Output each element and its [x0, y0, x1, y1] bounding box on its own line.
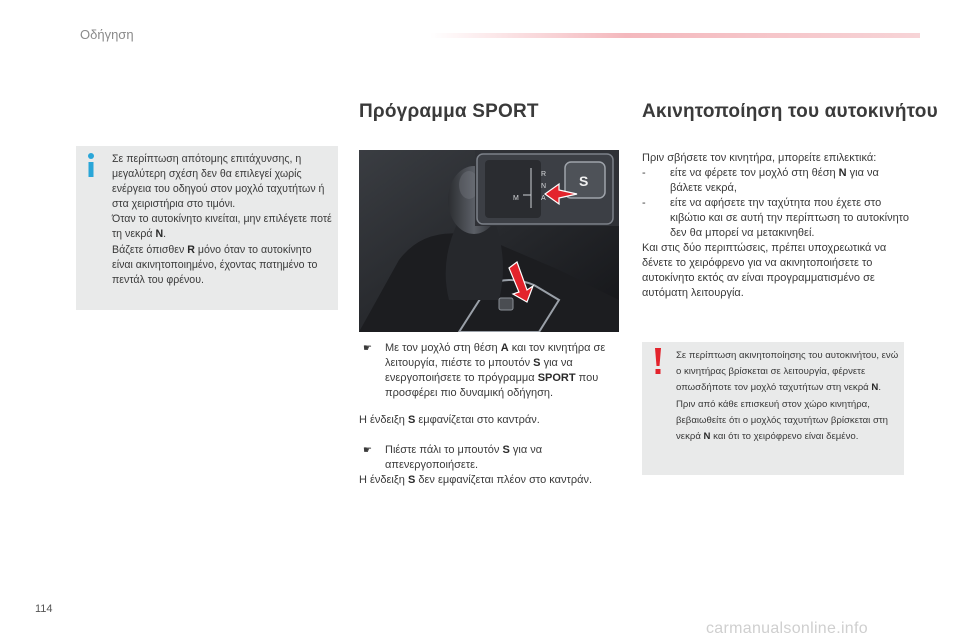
inset-label-m: M — [513, 195, 519, 202]
info-icon — [84, 152, 98, 178]
immobilization-option-1: - είτε να φέρετε τον μοχλό στη θέση N για να βάλετε νεκρά, — [642, 167, 879, 194]
inset-label-a: A — [541, 195, 546, 202]
watermark: carmanualsonline.info — [706, 620, 868, 637]
immobilization-intro: Πριν σβήσετε τον κινητήρα, μπορείτε επιλεκτικά: — [642, 152, 877, 164]
sport-indicator-on: Η ένδειξη S εμφανίζεται στο καντράν. — [359, 414, 540, 426]
info-note-box — [76, 146, 338, 310]
immobilization-paragraph: Και στις δύο περιπτώσεις, πρέπει υποχρεωτικά να δένετε το χειρόφρενο για να ακινητοποιήσετε το αυτοκίνητο εκτός αν είναι προγραμματισμένο σε αυτόματη λειτουργία. — [642, 242, 887, 299]
warning-note-text: Σε περίπτωση ακινητοποίησης του αυτοκινήτου, ενώ ο κινητήρας βρίσκεται σε λειτουργία, φέρνετε οπωσδήποτε τον μοχλό ταχυτήτων στη νεκρά N. Πριν από κάθε επισκευή στον χώρο κινητήρα, βεβαιωθείτε ότι ο μοχλός ταχυτήτων βρίσκεται στη νεκρά N και ότι το χειρόφρενο είναι δεμένο. — [676, 350, 899, 443]
immobilization-option-2: - είτε να αφήσετε την ταχύτητα που έχετε στο κιβώτιο και σε αυτή την περίπτωση το αυτοκίνητο δεν θα μπορεί να μετακινηθεί. — [642, 197, 909, 239]
sport-step-1: ☛ Με τον μοχλό στη θέση A και τον κινητήρα σε λειτουργία, πιέστε το μπουτόν S για να ενεργοποιήσετε το πρόγραμμα SPORT που προσφέρει πιο δυναμική οδήγηση. — [363, 342, 606, 399]
sport-step-2: ☛ Πιέστε πάλι το μπουτόν S για να απενεργοποιήσετε. — [363, 444, 543, 471]
inset-button-s: S — [579, 173, 589, 189]
sport-instructions — [359, 341, 621, 488]
sport-indicator-off: Η ένδειξη S δεν εμφανίζεται πλέον στο καντράν. — [359, 474, 593, 486]
gear-lever-illustration — [359, 150, 619, 332]
inset-label-n: N — [541, 183, 547, 190]
warning-icon — [652, 348, 664, 376]
gear-lever-photo — [359, 150, 619, 332]
page-number: 114 — [35, 603, 53, 615]
immobilization-text — [642, 151, 912, 301]
warning-note-box — [642, 342, 904, 475]
sport-title: Πρόγραμμα SPORT — [359, 101, 539, 122]
step-bullet-icon: ☛ — [363, 343, 372, 354]
inset-label-r: R — [541, 171, 547, 178]
header-accent-line — [430, 33, 920, 38]
step-bullet-icon: ☛ — [363, 445, 372, 456]
info-note-text: Σε περίπτωση απότομης επιτάχυνσης, η μεγαλύτερη σχέση δεν θα επιλεγεί χωρίς ενέργεια του οδηγού στον μοχλό ταχυτήτων ή στα χειριστήρια στο τιμόνι. Όταν το αυτοκίνητο κινείται, μην επιλέγετε ποτέ τη νεκρά N. Βάζετε όπισθεν R μόνο όταν το αυτοκίνητο είναι ακινητοποιημένο, έχοντας πατημένο το πεντάλ του φρένου. — [112, 153, 332, 286]
immobilization-title: Ακινητοποίηση του αυτοκινήτου — [642, 101, 938, 122]
section-title: Οδήγηση — [80, 27, 134, 42]
